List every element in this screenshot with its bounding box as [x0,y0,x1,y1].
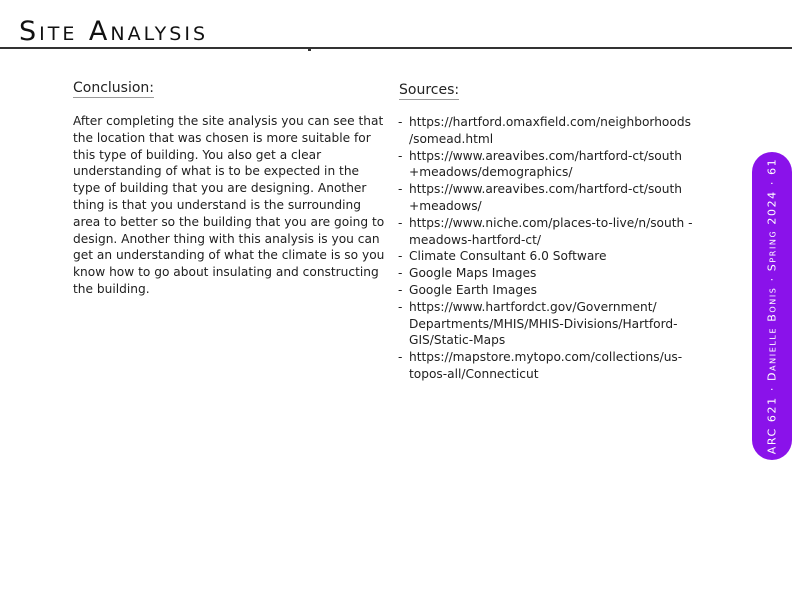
conclusion-heading: Conclusion: [73,80,155,96]
title-divider [0,47,792,49]
source-bullet: - [398,182,403,197]
source-item [398,215,716,249]
source-text: Google Maps Images [409,266,537,281]
source-text: Google Earth Images [409,282,537,297]
source-text: https://www.niche.com/places-to-live/n/south -meadows-hartford-ct/ [409,215,693,247]
source-bullet: - [398,350,403,365]
source-text: https://hartford.omaxfield.com/neighborhoods /somead.html [409,115,691,146]
source-item [398,248,716,265]
source-text: Climate Consultant 6.0 Software [409,249,607,264]
page-title: Site Analysis [19,16,209,47]
source-item [398,299,716,349]
source-item [398,181,716,215]
source-bullet: - [398,115,403,129]
source-bullet: - [398,266,403,281]
title-divider-mark [308,48,311,51]
source-item [398,148,716,182]
source-bullet: - [398,299,403,314]
source-text: https://www.hartfordct.gov/Government/ Departments/MHIS/MHIS-Divisions/Hartford- GIS/Static-Maps [409,299,678,348]
source-bullet: - [398,148,403,163]
source-text: https://www.areavibes.com/hartford-ct/south +meadows/demographics/ [409,148,682,180]
source-text: https://www.areavibes.com/hartford-ct/south +meadows/ [409,182,682,213]
source-item [398,282,716,299]
source-item [398,349,716,383]
source-text: https://mapstore.mytopo.com/collections/us- topos-all/Connecticut [409,350,683,381]
source-bullet: - [398,282,403,297]
source-item [398,114,716,148]
sources-list [398,114,716,383]
source-item [398,265,716,282]
side-tab [752,152,792,460]
sources-heading: Sources: [399,82,460,98]
source-bullet: - [398,249,403,264]
side-tab-label: ARC 621 · Danielle Bonis · Spring 2024 · 61 [765,157,779,455]
conclusion-paragraph: After completing the site analysis you can see that the location that was chosen is more suitable for this type of building. You also get a clear understanding of what is to be expected in the type of building that you are designing. Another thing is that you understand is the surrounding area to better so the building that you are going to design. Another thing with this analysis is you can get an understanding of what the climate is so you know how to go about insulating and constructing the building. [73,114,385,296]
source-bullet: - [398,215,403,230]
